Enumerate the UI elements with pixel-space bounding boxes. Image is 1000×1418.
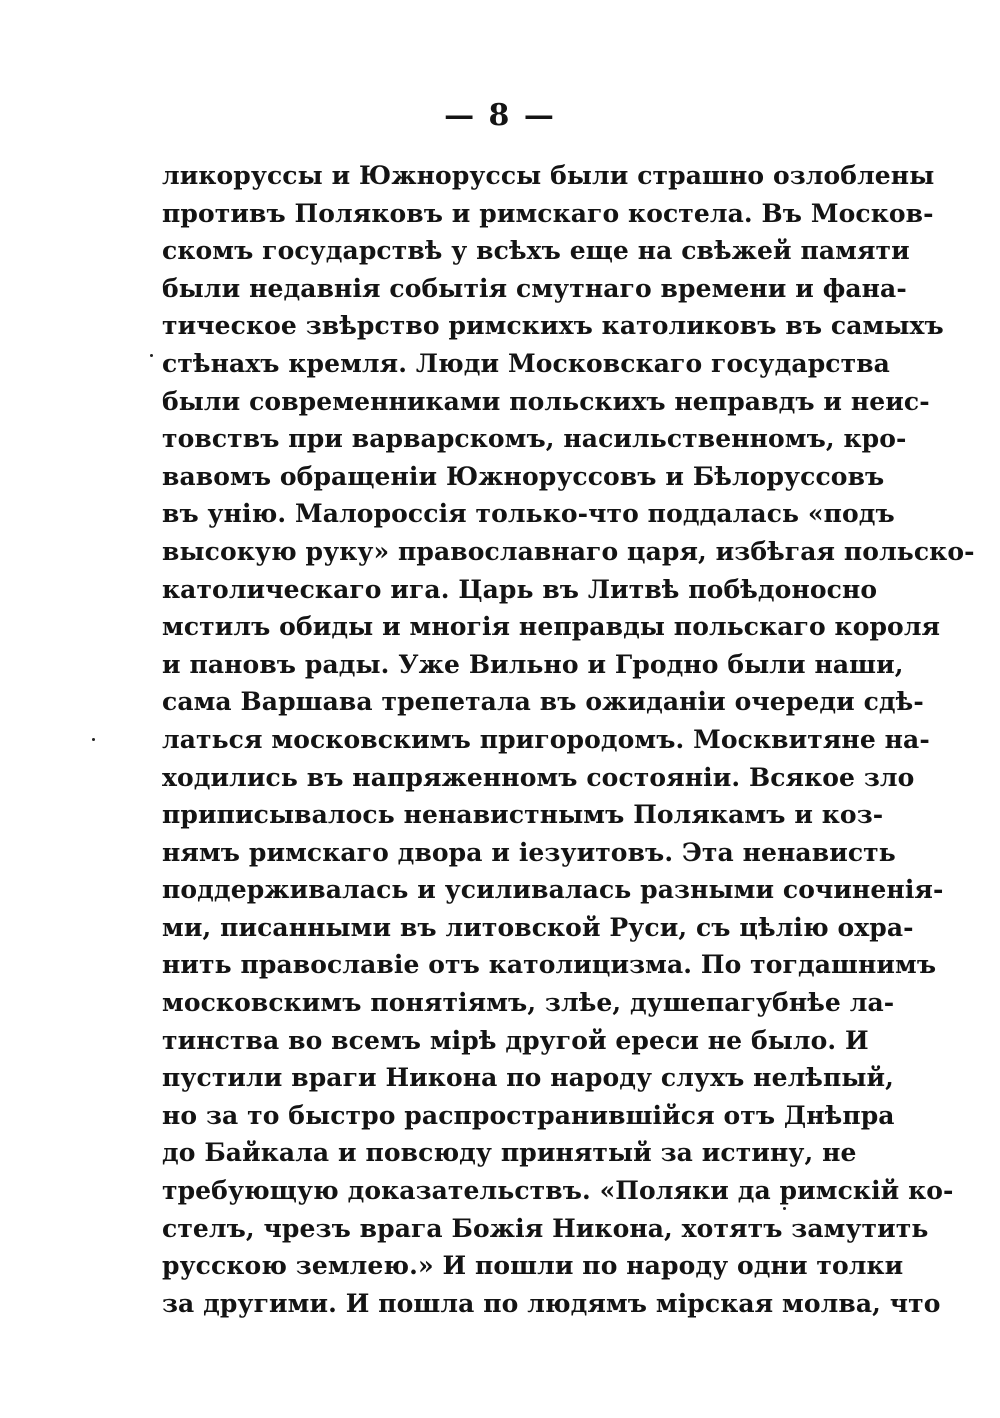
text-line: вавомъ обращеніи Южноруссовъ и Бѣлоруссовъ	[162, 461, 885, 491]
text-line: нямъ римскаго двора и іезуитовъ. Эта ненависть	[162, 837, 896, 867]
text-line: были современниками польскихъ неправдъ и неис-	[162, 386, 930, 416]
text-line: противъ Поляковъ и римскаго костела. Въ Москов-	[162, 198, 934, 228]
text-line: нить православіе отъ католицизма. По тогдашнимъ	[162, 950, 937, 980]
text-line: за другими. И пошла по людямъ мірская молва, что	[162, 1288, 941, 1318]
text-line: пустили враги Никона по народу слухъ нелѣпый,	[162, 1063, 894, 1093]
text-line: ликоруссы и Южноруссы были страшно озлоблены	[162, 161, 935, 190]
text-line: латься московскимъ пригородомъ. Москвитяне на-	[162, 724, 930, 754]
text-line: приписывалось ненавистнымъ Полякамъ и коз-	[162, 800, 884, 830]
text-line: католическаго ига. Царь въ Литвѣ побѣдоносно	[162, 574, 878, 604]
text-line: въ унію. Малороссія только-что поддалась «подъ	[162, 499, 895, 529]
text-line: стелъ, чрезъ врага Божія Никона, хотятъ замутить	[162, 1213, 929, 1243]
text-line: московскимъ понятіямъ, злѣе, душепагубнѣе ла-	[162, 988, 895, 1018]
text-line: и пановъ рады. Уже Вильно и Гродно были наши,	[162, 649, 904, 679]
text-line: тическое звѣрство римскихъ католиковъ въ самыхъ	[162, 311, 944, 341]
text-line: но за то быстро распространившійся отъ Днѣпра	[162, 1100, 895, 1130]
text-line: тинства во всемъ мірѣ другой ереси не было. И	[162, 1025, 869, 1055]
text-line: русскою землею.» И пошли по народу одни толки	[162, 1251, 904, 1281]
text-line: до Байкала и повсюду принятый за истину, не	[162, 1138, 857, 1168]
text-line: товствъ при варварскомъ, насильственномъ, кро-	[162, 424, 907, 454]
text-line: мстилъ обиды и многія неправды польскаго короля	[162, 612, 941, 642]
text-line: ходились въ напряженномъ состояніи. Всякое зло	[162, 762, 915, 792]
body-text	[162, 157, 975, 1322]
text-line: высокую руку» православнаго царя, избѣгая польско-	[162, 536, 975, 566]
text-line: были недавнія событія смутнаго времени и фана-	[162, 273, 907, 303]
page-number: — 8 —	[444, 98, 556, 133]
text-line: скомъ государствѣ у всѣхъ еще на свѣжей памяти	[162, 236, 910, 266]
text-line: ми, писанными въ литовской Руси, съ цѣлію охра-	[162, 912, 914, 942]
text-line: сама Варшава трепетала въ ожиданіи очереди сдѣ-	[162, 687, 924, 717]
text-line: требующую доказательствъ. «Поляки да римскій ко-	[162, 1176, 954, 1206]
print-speck	[783, 1207, 786, 1210]
text-line: стѣнахъ кремля. Люди Московскаго государства	[162, 348, 890, 378]
print-speck	[150, 354, 153, 357]
print-speck	[92, 738, 95, 741]
text-line: поддерживалась и усиливалась разными сочиненія-	[162, 875, 944, 905]
